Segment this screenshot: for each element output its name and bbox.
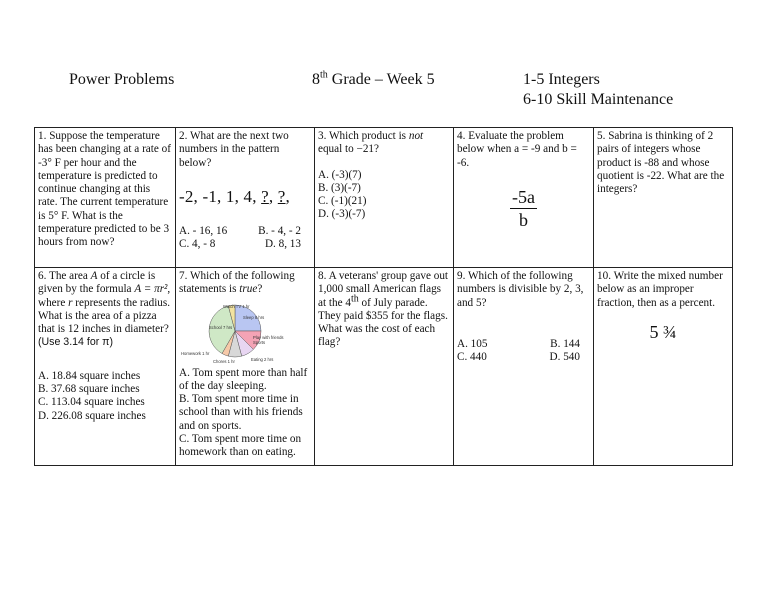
problem-8-text-b: of July parade. They paid $355 for the flags. What was the cost of each flag? [318,296,448,349]
pie-label-sports: Sports [253,339,266,345]
problem-8-text [318,270,450,350]
choice-9b: B. 144 [550,337,580,350]
choice-3b: B. (3)(-7) [318,181,361,194]
problem-7-emphasis: true [239,283,258,296]
choice-6d: D. 226.08 square inches [38,409,146,422]
problem-2-choices-row-1 [179,225,311,238]
problem-8-sup: th [350,292,359,304]
choice-2a: A. - 16, 16 [179,225,228,238]
problem-2-text: 2. What are the next two numbers in the pattern below? [179,130,289,169]
problem-3-cell [315,128,454,268]
problem-7-text-a: 7. Which of the following statements is [179,270,295,296]
pattern-start: -2, -1, 1, 4, [179,186,262,206]
problem-9-choices-row-2 [457,351,590,364]
problem-4-text: 4. Evaluate the problem below when a = -9 and b = -6. [457,130,577,169]
variable-r: r [68,296,73,309]
problems-row-2 [35,268,733,466]
pie-label-chores: Chores 1 hr [213,358,235,364]
problem-6-text [38,270,172,336]
problem-5-text: 5. Sabrina is thinking of 2 pairs of integers whose product is -88 and whose quotient is -22. What are the integers? [597,130,725,196]
problem-6-text-b: of a circle is given by the formula [38,270,156,296]
problem-3-emphasis: not [408,130,424,142]
problem-8-text-a: 8. A veterans' group gave out 1,000 small American flags at the 4 [318,270,449,309]
problem-5-cell [594,128,733,268]
problem-4-cell [454,128,594,268]
problem-10-text: 10. Write the mixed number below as an improper fraction, then as a percent. [597,270,723,309]
area-formula: A = πr² [134,283,168,296]
problem-6-text-d: represents the radius. What is the area of a pizza that is 12 inches in diameter? [38,296,171,336]
pattern-end: , [285,186,290,206]
expression-fraction [457,186,590,231]
problem-9-cell [454,268,594,466]
topic-integers: 1-5 Integers [523,71,600,88]
choice-2c: C. 4, - 8 [179,238,216,251]
choice-6c: C. 113.04 square inches [38,396,145,409]
pie-label-friends: Play with friends [253,334,284,340]
choice-7c: C. Tom spent more time on homework than on eating. [179,433,302,459]
problem-10-cell [594,268,733,466]
problem-6-cell [35,268,176,466]
grade-rest: Grade – Week 5 [327,71,435,88]
problem-1-cell [35,128,176,268]
number-pattern [179,186,311,206]
grade-suffix: th [320,69,328,81]
problem-3-text-b: equal to −21? [318,143,379,156]
choice-9a: A. 105 [457,337,488,350]
pie-label-homework: Homework 1 hr [181,350,210,356]
problem-6-text-c: , where [38,283,171,309]
pi-note: (Use 3.14 for π) [38,336,114,349]
topic-skill-maintenance: 6-10 Skill Maintenance [523,91,674,108]
pie-label-school: School 7 hrs [209,324,233,330]
choice-2d: D. 8, 13 [264,238,301,251]
choice-3a: A. (-3)(7) [318,168,362,181]
choice-7b: B. Tom spent more time in school than with his friends and on sports. [179,393,303,432]
choice-9d: D. 540 [549,351,580,364]
problem-7-text [179,270,311,297]
fraction-denominator: b [519,209,528,230]
problem-2-choices-row-2 [179,238,311,251]
problems-table [34,127,733,466]
problem-9-choices-row-1 [457,338,590,351]
problem-2-cell [176,128,315,268]
problems-row-1 [35,128,733,268]
problem-1-text: 1. Suppose the temperature has been changing at a rate of -3° F per hour and the temperature is predicted to continue changing at this rate. The current temperature is 5° F. What is the temperature predicted to be 3 hours from now? [38,130,171,249]
problem-3-text-a: 3. Which product is [318,130,409,142]
choice-6b: B. 37.68 square inches [38,383,140,396]
problem-9-text: 9. Which of the following numbers is divisible by 2, 3, and 5? [457,270,584,309]
pie-label-watch-tv: Watch TV 1 hr [223,303,250,309]
problem-8-cell [315,268,454,466]
worksheet-title: Power Problems [69,71,175,88]
choice-7a: A. Tom spent more than half of the day sleeping. [179,366,308,392]
pattern-separator: , [268,186,278,206]
choice-2b: B. - 4, - 2 [258,225,301,238]
mixed-number: 5 ¾ [649,321,677,342]
pie-label-eating: Eating 2 hrs [251,356,274,362]
choice-3c: C. (-1)(21) [318,195,367,208]
problem-7-cell [176,268,315,466]
choice-9c: C. 440 [457,351,487,364]
pattern-blank-1: ? [261,186,269,206]
problem-6-text-a: 6. The area [38,270,91,282]
fraction-numerator: -5a [512,186,535,207]
pie-label-sleep: Sleep 8 hrs [243,314,265,320]
pattern-blank-2: ? [277,186,286,206]
problem-7-text-b: ? [257,283,263,296]
choice-6a: A. 18.84 square inches [38,369,141,382]
grade-week-label [312,70,435,90]
choice-3d: D. (-3)(-7) [318,208,366,221]
problem-3-text [318,130,450,157]
time-pie-chart [179,301,289,365]
grade-number: 8 [312,71,320,88]
variable-a: A [90,270,98,282]
